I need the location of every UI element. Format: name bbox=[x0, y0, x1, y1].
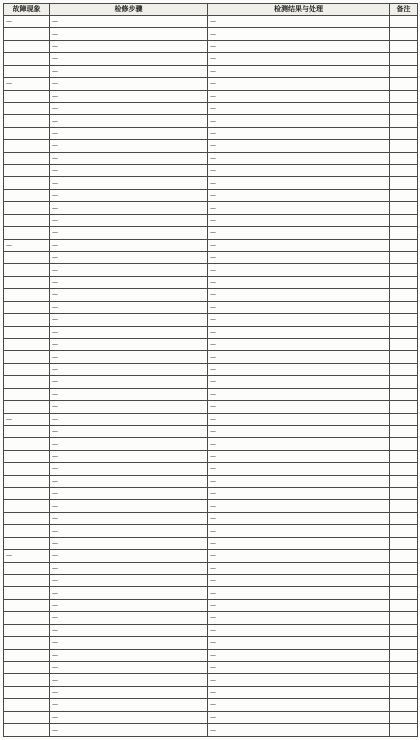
cell-note bbox=[390, 189, 418, 201]
cell-note bbox=[390, 252, 418, 264]
cell-symptom bbox=[4, 463, 50, 475]
cell-result: — bbox=[208, 463, 390, 475]
cell-result: — bbox=[208, 699, 390, 711]
cell-result: — bbox=[208, 177, 390, 189]
cell-symptom bbox=[4, 338, 50, 350]
cell-result: — bbox=[208, 90, 390, 102]
cell-result: — bbox=[208, 53, 390, 65]
table-row bbox=[4, 78, 418, 90]
table-row bbox=[4, 376, 418, 388]
table-row bbox=[4, 624, 418, 636]
cell-symptom bbox=[4, 599, 50, 611]
cell-result: — bbox=[208, 202, 390, 214]
cell-note bbox=[390, 401, 418, 413]
cell-symptom bbox=[4, 512, 50, 524]
cell-steps: — bbox=[50, 500, 208, 512]
cell-symptom bbox=[4, 637, 50, 649]
header-note: 备注 bbox=[390, 4, 418, 16]
cell-symptom bbox=[4, 102, 50, 114]
cell-result: — bbox=[208, 239, 390, 251]
table-row bbox=[4, 612, 418, 624]
table-row bbox=[4, 661, 418, 673]
cell-note bbox=[390, 102, 418, 114]
cell-note bbox=[390, 65, 418, 77]
cell-note bbox=[390, 351, 418, 363]
table-row bbox=[4, 512, 418, 524]
cell-symptom bbox=[4, 127, 50, 139]
cell-note bbox=[390, 326, 418, 338]
cell-note bbox=[390, 276, 418, 288]
table-row bbox=[4, 562, 418, 574]
cell-symptom bbox=[4, 115, 50, 127]
cell-steps: — bbox=[50, 127, 208, 139]
table-row bbox=[4, 686, 418, 698]
cell-note bbox=[390, 724, 418, 737]
cell-steps: — bbox=[50, 239, 208, 251]
cell-note bbox=[390, 438, 418, 450]
cell-symptom bbox=[4, 276, 50, 288]
cell-note bbox=[390, 301, 418, 313]
cell-result: — bbox=[208, 314, 390, 326]
cell-steps: — bbox=[50, 637, 208, 649]
table-row bbox=[4, 65, 418, 77]
cell-symptom bbox=[4, 438, 50, 450]
cell-symptom bbox=[4, 363, 50, 375]
table-row bbox=[4, 488, 418, 500]
cell-steps: — bbox=[50, 363, 208, 375]
cell-steps: — bbox=[50, 537, 208, 549]
cell-note bbox=[390, 612, 418, 624]
cell-steps: — bbox=[50, 550, 208, 562]
table-row bbox=[4, 264, 418, 276]
cell-note bbox=[390, 450, 418, 462]
cell-symptom bbox=[4, 686, 50, 698]
cell-symptom bbox=[4, 264, 50, 276]
cell-steps: — bbox=[50, 276, 208, 288]
cell-steps: — bbox=[50, 102, 208, 114]
cell-symptom bbox=[4, 401, 50, 413]
cell-steps: — bbox=[50, 78, 208, 90]
cell-symptom bbox=[4, 376, 50, 388]
cell-symptom bbox=[4, 624, 50, 636]
cell-result: — bbox=[208, 450, 390, 462]
cell-steps: — bbox=[50, 711, 208, 723]
cell-note bbox=[390, 28, 418, 40]
cell-steps: — bbox=[50, 699, 208, 711]
cell-note bbox=[390, 78, 418, 90]
cell-result: — bbox=[208, 612, 390, 624]
cell-symptom bbox=[4, 301, 50, 313]
table-row bbox=[4, 314, 418, 326]
cell-steps: — bbox=[50, 214, 208, 226]
table-row bbox=[4, 165, 418, 177]
table-row bbox=[4, 152, 418, 164]
cell-note bbox=[390, 649, 418, 661]
table-row bbox=[4, 351, 418, 363]
cell-note bbox=[390, 711, 418, 723]
cell-note bbox=[390, 289, 418, 301]
cell-result: — bbox=[208, 599, 390, 611]
cell-note bbox=[390, 90, 418, 102]
cell-symptom: — bbox=[4, 550, 50, 562]
cell-steps: — bbox=[50, 649, 208, 661]
cell-note bbox=[390, 314, 418, 326]
cell-note bbox=[390, 475, 418, 487]
cell-result: — bbox=[208, 388, 390, 400]
cell-steps: — bbox=[50, 289, 208, 301]
cell-symptom bbox=[4, 500, 50, 512]
cell-result: — bbox=[208, 165, 390, 177]
cell-steps: — bbox=[50, 28, 208, 40]
table-row bbox=[4, 102, 418, 114]
cell-symptom bbox=[4, 450, 50, 462]
cell-note bbox=[390, 127, 418, 139]
cell-result: — bbox=[208, 637, 390, 649]
cell-symptom bbox=[4, 202, 50, 214]
cell-symptom bbox=[4, 40, 50, 52]
cell-result: — bbox=[208, 338, 390, 350]
cell-symptom: — bbox=[4, 16, 50, 28]
cell-steps: — bbox=[50, 165, 208, 177]
cell-symptom bbox=[4, 711, 50, 723]
cell-steps: — bbox=[50, 189, 208, 201]
cell-note bbox=[390, 363, 418, 375]
cell-note bbox=[390, 674, 418, 686]
cell-result: — bbox=[208, 624, 390, 636]
table-row bbox=[4, 649, 418, 661]
cell-symptom bbox=[4, 488, 50, 500]
table-row bbox=[4, 28, 418, 40]
cell-symptom: — bbox=[4, 413, 50, 425]
cell-symptom bbox=[4, 177, 50, 189]
table-row bbox=[4, 214, 418, 226]
cell-steps: — bbox=[50, 488, 208, 500]
cell-symptom bbox=[4, 152, 50, 164]
cell-result: — bbox=[208, 189, 390, 201]
cell-result: — bbox=[208, 674, 390, 686]
table-row bbox=[4, 140, 418, 152]
cell-steps: — bbox=[50, 674, 208, 686]
table-header-row bbox=[4, 4, 418, 16]
cell-result: — bbox=[208, 562, 390, 574]
cell-steps: — bbox=[50, 326, 208, 338]
table-row bbox=[4, 177, 418, 189]
cell-steps: — bbox=[50, 376, 208, 388]
cell-result: — bbox=[208, 301, 390, 313]
cell-symptom bbox=[4, 326, 50, 338]
cell-note bbox=[390, 40, 418, 52]
table-row bbox=[4, 550, 418, 562]
cell-note bbox=[390, 525, 418, 537]
cell-symptom bbox=[4, 53, 50, 65]
cell-result: — bbox=[208, 550, 390, 562]
cell-steps: — bbox=[50, 525, 208, 537]
cell-result: — bbox=[208, 28, 390, 40]
cell-symptom bbox=[4, 699, 50, 711]
table-row bbox=[4, 252, 418, 264]
cell-steps: — bbox=[50, 612, 208, 624]
cell-steps: — bbox=[50, 338, 208, 350]
cell-steps: — bbox=[50, 301, 208, 313]
cell-note bbox=[390, 574, 418, 586]
cell-result: — bbox=[208, 276, 390, 288]
cell-note bbox=[390, 661, 418, 673]
cell-result: — bbox=[208, 214, 390, 226]
cell-note bbox=[390, 488, 418, 500]
cell-note bbox=[390, 512, 418, 524]
cell-symptom bbox=[4, 649, 50, 661]
table-row bbox=[4, 16, 418, 28]
cell-result: — bbox=[208, 252, 390, 264]
cell-steps: — bbox=[50, 463, 208, 475]
cell-note bbox=[390, 463, 418, 475]
cell-note bbox=[390, 202, 418, 214]
cell-steps: — bbox=[50, 227, 208, 239]
cell-note bbox=[390, 140, 418, 152]
cell-result: — bbox=[208, 711, 390, 723]
table-row bbox=[4, 537, 418, 549]
cell-result: — bbox=[208, 127, 390, 139]
cell-steps: — bbox=[50, 152, 208, 164]
cell-result: — bbox=[208, 512, 390, 524]
header-steps: 检修步骤 bbox=[50, 4, 208, 16]
cell-steps: — bbox=[50, 351, 208, 363]
cell-note bbox=[390, 214, 418, 226]
cell-symptom bbox=[4, 252, 50, 264]
cell-result: — bbox=[208, 115, 390, 127]
cell-steps: — bbox=[50, 574, 208, 586]
cell-result: — bbox=[208, 537, 390, 549]
cell-note bbox=[390, 587, 418, 599]
cell-steps: — bbox=[50, 40, 208, 52]
cell-symptom bbox=[4, 189, 50, 201]
cell-symptom bbox=[4, 28, 50, 40]
cell-result: — bbox=[208, 661, 390, 673]
cell-note bbox=[390, 165, 418, 177]
cell-symptom bbox=[4, 90, 50, 102]
table-row bbox=[4, 338, 418, 350]
cell-steps: — bbox=[50, 115, 208, 127]
table-row bbox=[4, 711, 418, 723]
cell-steps: — bbox=[50, 475, 208, 487]
cell-steps: — bbox=[50, 202, 208, 214]
cell-result: — bbox=[208, 363, 390, 375]
cell-note bbox=[390, 637, 418, 649]
cell-note bbox=[390, 686, 418, 698]
cell-note bbox=[390, 550, 418, 562]
header-result: 检测结果与处理 bbox=[208, 4, 390, 16]
cell-steps: — bbox=[50, 53, 208, 65]
cell-result: — bbox=[208, 413, 390, 425]
table-row bbox=[4, 301, 418, 313]
fault-diagnosis-table bbox=[3, 3, 418, 737]
cell-result: — bbox=[208, 152, 390, 164]
cell-steps: — bbox=[50, 388, 208, 400]
cell-note bbox=[390, 115, 418, 127]
table-row bbox=[4, 53, 418, 65]
cell-symptom bbox=[4, 425, 50, 437]
cell-note bbox=[390, 562, 418, 574]
cell-result: — bbox=[208, 376, 390, 388]
table-row bbox=[4, 363, 418, 375]
cell-symptom bbox=[4, 475, 50, 487]
cell-note bbox=[390, 16, 418, 28]
table-row bbox=[4, 239, 418, 251]
table-row bbox=[4, 463, 418, 475]
cell-steps: — bbox=[50, 140, 208, 152]
table-row bbox=[4, 90, 418, 102]
table-row bbox=[4, 500, 418, 512]
cell-steps: — bbox=[50, 438, 208, 450]
cell-note bbox=[390, 624, 418, 636]
cell-symptom bbox=[4, 314, 50, 326]
cell-steps: — bbox=[50, 661, 208, 673]
cell-steps: — bbox=[50, 562, 208, 574]
cell-result: — bbox=[208, 686, 390, 698]
cell-steps: — bbox=[50, 686, 208, 698]
cell-result: — bbox=[208, 525, 390, 537]
cell-result: — bbox=[208, 351, 390, 363]
table-row bbox=[4, 587, 418, 599]
cell-note bbox=[390, 599, 418, 611]
table-body bbox=[4, 16, 418, 737]
cell-steps: — bbox=[50, 413, 208, 425]
cell-result: — bbox=[208, 724, 390, 737]
cell-symptom bbox=[4, 214, 50, 226]
cell-result: — bbox=[208, 438, 390, 450]
cell-symptom: — bbox=[4, 78, 50, 90]
cell-result: — bbox=[208, 425, 390, 437]
cell-symptom bbox=[4, 140, 50, 152]
cell-result: — bbox=[208, 40, 390, 52]
cell-symptom bbox=[4, 388, 50, 400]
cell-symptom bbox=[4, 661, 50, 673]
cell-result: — bbox=[208, 587, 390, 599]
cell-steps: — bbox=[50, 252, 208, 264]
cell-result: — bbox=[208, 475, 390, 487]
cell-symptom bbox=[4, 724, 50, 737]
table-row bbox=[4, 574, 418, 586]
cell-symptom bbox=[4, 674, 50, 686]
cell-note bbox=[390, 413, 418, 425]
cell-steps: — bbox=[50, 599, 208, 611]
cell-note bbox=[390, 227, 418, 239]
cell-result: — bbox=[208, 500, 390, 512]
cell-symptom bbox=[4, 351, 50, 363]
cell-result: — bbox=[208, 140, 390, 152]
cell-steps: — bbox=[50, 90, 208, 102]
cell-note bbox=[390, 264, 418, 276]
cell-symptom bbox=[4, 65, 50, 77]
table-row bbox=[4, 40, 418, 52]
cell-result: — bbox=[208, 102, 390, 114]
table-row bbox=[4, 202, 418, 214]
cell-steps: — bbox=[50, 264, 208, 276]
table-row bbox=[4, 525, 418, 537]
cell-note bbox=[390, 699, 418, 711]
table-row bbox=[4, 388, 418, 400]
cell-steps: — bbox=[50, 624, 208, 636]
table-row bbox=[4, 425, 418, 437]
table-row bbox=[4, 326, 418, 338]
cell-symptom bbox=[4, 227, 50, 239]
cell-steps: — bbox=[50, 314, 208, 326]
table-row bbox=[4, 189, 418, 201]
table-row bbox=[4, 637, 418, 649]
cell-note bbox=[390, 537, 418, 549]
cell-symptom bbox=[4, 574, 50, 586]
cell-symptom: — bbox=[4, 239, 50, 251]
cell-symptom bbox=[4, 562, 50, 574]
table-row bbox=[4, 450, 418, 462]
cell-symptom bbox=[4, 587, 50, 599]
table-row bbox=[4, 413, 418, 425]
table-row bbox=[4, 475, 418, 487]
table-row bbox=[4, 699, 418, 711]
cell-note bbox=[390, 53, 418, 65]
table-row bbox=[4, 127, 418, 139]
cell-result: — bbox=[208, 78, 390, 90]
cell-note bbox=[390, 177, 418, 189]
cell-symptom bbox=[4, 165, 50, 177]
cell-steps: — bbox=[50, 16, 208, 28]
cell-result: — bbox=[208, 227, 390, 239]
table-row bbox=[4, 674, 418, 686]
cell-note bbox=[390, 425, 418, 437]
cell-note bbox=[390, 376, 418, 388]
cell-steps: — bbox=[50, 724, 208, 737]
cell-note bbox=[390, 338, 418, 350]
cell-result: — bbox=[208, 488, 390, 500]
cell-result: — bbox=[208, 65, 390, 77]
cell-symptom bbox=[4, 525, 50, 537]
cell-steps: — bbox=[50, 401, 208, 413]
cell-note bbox=[390, 500, 418, 512]
table-row bbox=[4, 401, 418, 413]
cell-note bbox=[390, 388, 418, 400]
cell-note bbox=[390, 152, 418, 164]
cell-result: — bbox=[208, 289, 390, 301]
cell-symptom bbox=[4, 537, 50, 549]
cell-symptom bbox=[4, 289, 50, 301]
cell-steps: — bbox=[50, 512, 208, 524]
cell-steps: — bbox=[50, 425, 208, 437]
table-row bbox=[4, 599, 418, 611]
table-row bbox=[4, 115, 418, 127]
cell-result: — bbox=[208, 264, 390, 276]
table-row bbox=[4, 227, 418, 239]
cell-result: — bbox=[208, 574, 390, 586]
cell-steps: — bbox=[50, 177, 208, 189]
cell-steps: — bbox=[50, 450, 208, 462]
cell-result: — bbox=[208, 401, 390, 413]
cell-symptom bbox=[4, 612, 50, 624]
cell-result: — bbox=[208, 326, 390, 338]
table-row bbox=[4, 438, 418, 450]
header-symptom: 故障现象 bbox=[4, 4, 50, 16]
cell-result: — bbox=[208, 649, 390, 661]
table-row bbox=[4, 276, 418, 288]
cell-steps: — bbox=[50, 65, 208, 77]
cell-steps: — bbox=[50, 587, 208, 599]
table-row bbox=[4, 289, 418, 301]
cell-result: — bbox=[208, 16, 390, 28]
cell-note bbox=[390, 239, 418, 251]
table-row bbox=[4, 724, 418, 737]
